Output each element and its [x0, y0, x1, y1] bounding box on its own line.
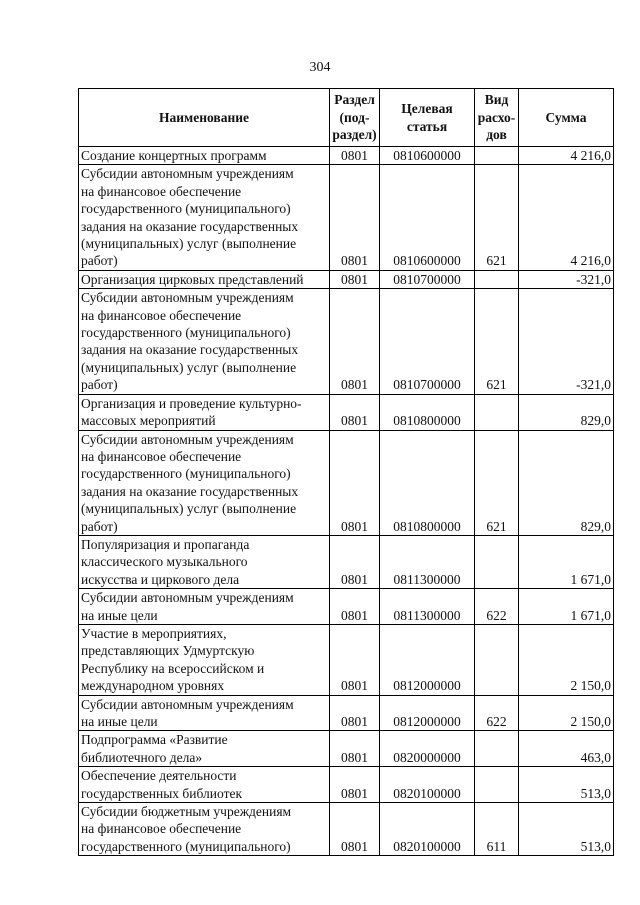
table-row: [79, 624, 614, 695]
cell-name: Обеспечение деятельности государственных библиотек: [79, 767, 330, 803]
table-row: [79, 147, 614, 165]
cell-target: 0820100000: [380, 767, 475, 803]
cell-sum: 829,0: [519, 430, 614, 535]
table-row: [79, 270, 614, 288]
cell-name: Субсидии автономным учреждениям на иные цели: [79, 695, 330, 731]
cell-name: Субсидии бюджетным учреждениям на финансовое обеспечение государственного (муниципального): [79, 803, 330, 856]
table-row: [79, 731, 614, 767]
cell-sum: 4 216,0: [519, 165, 614, 270]
cell-section: 0801: [330, 270, 380, 288]
header-target: Целевая статья: [380, 89, 475, 147]
cell-target: 0812000000: [380, 624, 475, 695]
cell-kind: [475, 394, 519, 430]
cell-section: 0801: [330, 803, 380, 856]
header-sum: Сумма: [519, 89, 614, 147]
cell-kind: [475, 535, 519, 588]
cell-section: 0801: [330, 165, 380, 270]
cell-sum: 1 671,0: [519, 589, 614, 625]
cell-name: Подпрограмма «Развитие библиотечного дела»: [79, 731, 330, 767]
cell-name: Субсидии автономным учреждениям на финансовое обеспечение государственного (муниципального) задания на оказание государственных (муниципальных) услуг (выполнение работ): [79, 165, 330, 270]
table-row: [79, 767, 614, 803]
header-name: Наименование: [79, 89, 330, 147]
cell-name: Субсидии автономным учреждениям на финансовое обеспечение государственного (муниципального) задания на оказание государственных (муниципальных) услуг (выполнение работ): [79, 289, 330, 394]
cell-target: 0810600000: [380, 147, 475, 165]
cell-target: 0810700000: [380, 289, 475, 394]
cell-section: 0801: [330, 535, 380, 588]
page-number: 304: [309, 60, 331, 75]
header-section: Раздел (под- раздел): [330, 89, 380, 147]
cell-sum: 2 150,0: [519, 695, 614, 731]
table-row: [79, 695, 614, 731]
cell-section: 0801: [330, 394, 380, 430]
table-row: [79, 394, 614, 430]
cell-kind: 621: [475, 289, 519, 394]
cell-kind: 621: [475, 165, 519, 270]
cell-section: 0801: [330, 147, 380, 165]
cell-sum: 463,0: [519, 731, 614, 767]
cell-target: 0811300000: [380, 535, 475, 588]
cell-kind: [475, 624, 519, 695]
cell-kind: [475, 147, 519, 165]
cell-target: 0820000000: [380, 731, 475, 767]
cell-name: Популяризация и пропаганда классического музыкального искусства и циркового дела: [79, 535, 330, 588]
cell-section: 0801: [330, 767, 380, 803]
cell-sum: 2 150,0: [519, 624, 614, 695]
header-kind: Вид расхо- дов: [475, 89, 519, 147]
cell-name: Субсидии автономным учреждениям на финансовое обеспечение государственного (муниципального) задания на оказание государственных (муниципальных) услуг (выполнение работ): [79, 430, 330, 535]
cell-section: 0801: [330, 731, 380, 767]
cell-target: 0810700000: [380, 270, 475, 288]
cell-sum: 513,0: [519, 803, 614, 856]
cell-sum: 829,0: [519, 394, 614, 430]
cell-kind: [475, 767, 519, 803]
budget-table: [78, 88, 614, 856]
cell-section: 0801: [330, 289, 380, 394]
cell-target: 0820100000: [380, 803, 475, 856]
cell-kind: [475, 270, 519, 288]
cell-kind: 622: [475, 589, 519, 625]
table-row: [79, 289, 614, 394]
cell-target: 0810800000: [380, 430, 475, 535]
table-row: [79, 589, 614, 625]
cell-section: 0801: [330, 589, 380, 625]
cell-target: 0810800000: [380, 394, 475, 430]
cell-section: 0801: [330, 430, 380, 535]
cell-sum: -321,0: [519, 270, 614, 288]
cell-target: 0812000000: [380, 695, 475, 731]
cell-target: 0810600000: [380, 165, 475, 270]
cell-kind: 611: [475, 803, 519, 856]
cell-target: 0811300000: [380, 589, 475, 625]
cell-name: Участие в мероприятиях, представляющих Удмуртскую Республику на всероссийском и международном уровнях: [79, 624, 330, 695]
cell-section: 0801: [330, 624, 380, 695]
cell-sum: 4 216,0: [519, 147, 614, 165]
table-row: [79, 803, 614, 856]
cell-sum: 513,0: [519, 767, 614, 803]
cell-name: Субсидии автономным учреждениям на иные цели: [79, 589, 330, 625]
cell-name: Организация цирковых представлений: [79, 270, 330, 288]
cell-name: Создание концертных программ: [79, 147, 330, 165]
cell-name: Организация и проведение культурно- массовых мероприятий: [79, 394, 330, 430]
cell-kind: 622: [475, 695, 519, 731]
cell-sum: -321,0: [519, 289, 614, 394]
cell-sum: 1 671,0: [519, 535, 614, 588]
table-row: [79, 535, 614, 588]
table-header-row: [79, 89, 614, 147]
table-row: [79, 430, 614, 535]
cell-kind: [475, 731, 519, 767]
cell-section: 0801: [330, 695, 380, 731]
cell-kind: 621: [475, 430, 519, 535]
table-row: [79, 165, 614, 270]
